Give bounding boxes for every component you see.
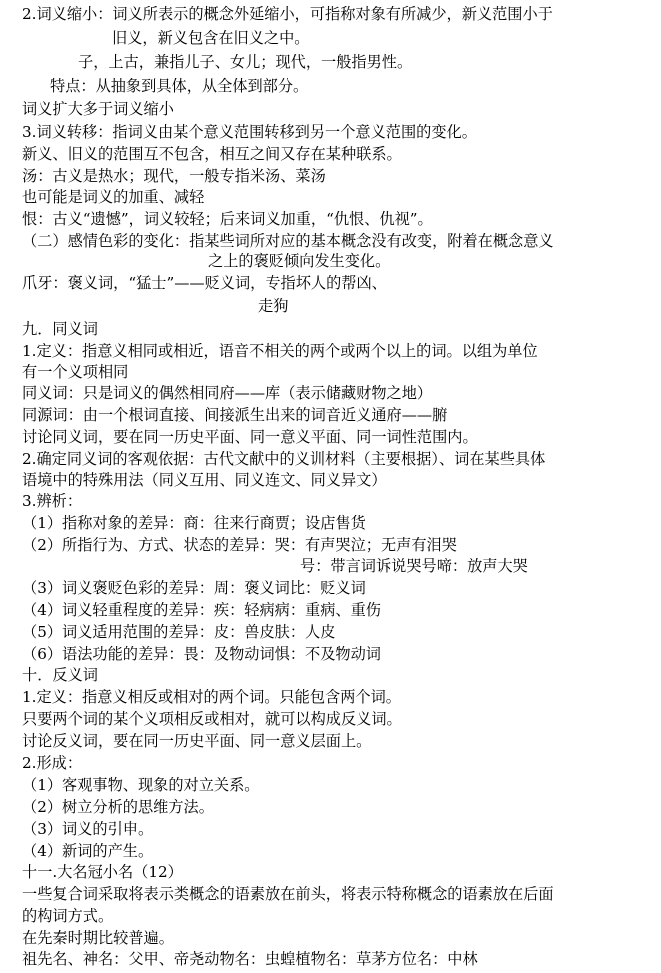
text-line: 语境中的特殊用法（同义互用、同义连文、同义异文）	[22, 471, 387, 489]
text-line: 一些复合词采取将表示类概念的语素放在前头，将表示特称概念的语素放在后面	[22, 885, 554, 903]
text-line: 同义词：只是词义的偶然相同府——库（表示储藏财物之地）	[22, 384, 433, 402]
text-line: 子，上古，兼指儿子、女儿；现代，一般指男性。	[78, 53, 413, 71]
text-line: 爪牙：褒义词，“猛士”——贬义词，专指坏人的帮凶、	[22, 274, 387, 292]
text-line: （1）指称对象的差异：商：往来行商贾；设店售货	[22, 514, 366, 532]
text-line: （2）所指行为、方式、状态的差异：哭：有声哭泣；无声有泪哭	[22, 536, 457, 554]
text-line: 在先秦时期比较普遍。	[22, 929, 174, 947]
text-line: 2.确定同义词的客观依据：古代文献中的义训材料（主要根据）、词在某些具体	[22, 450, 546, 468]
text-line: （6）语法功能的差异：畏：及物动词惧：不及物动词	[22, 645, 381, 663]
text-line: 2.形成：	[22, 754, 83, 772]
text-line: 也可能是词义的加重、减轻	[22, 188, 205, 206]
text-line: （二）感情色彩的变化：指某些词所对应的基本概念没有改变，附着在概念意义	[22, 232, 554, 250]
text-line: 的构词方式。	[22, 907, 114, 925]
text-line: 3.辨析：	[22, 492, 83, 510]
text-line: 走狗	[258, 297, 289, 315]
text-line: （1）客观事物、现象的对立关系。	[22, 776, 260, 794]
section-heading: 十．反义词	[22, 666, 98, 684]
text-line: 特点：从抽象到具体，从全体到部分。	[50, 77, 309, 95]
text-line: 讨论同义词，要在同一历史平面、同一意义平面、同一词性范围内。	[22, 428, 478, 446]
text-line: 汤：古义是热水；现代，一般专指米汤、菜汤	[22, 167, 326, 185]
text-line: 新义、旧义的范围互不包含，相互之间又存在某种联系。	[22, 145, 402, 163]
text-line: （4）新词的产生。	[22, 842, 154, 860]
text-line: （2）树立分析的思维方法。	[22, 798, 214, 816]
text-line: （3）词义的引申。	[22, 820, 154, 838]
text-line: （3）词义褒贬色彩的差异：周：褒义词比：贬义词	[22, 579, 366, 597]
text-line: 词义扩大多于词义缩小	[22, 100, 174, 118]
text-line: 恨：古义“遗憾”，词义较轻；后来词义加重，“仇恨、仇视”。	[22, 210, 433, 228]
text-line: 之上的褒贬倾向发生变化。	[208, 252, 391, 270]
text-line: 号：带言词诉说哭号啼：放声大哭	[300, 557, 528, 575]
text-line: 讨论反义词，要在同一历史平面、同一意义层面上。	[22, 732, 372, 750]
text-line: 旧义，新义包含在旧义之中。	[112, 29, 310, 47]
section-heading: 十一.大名冠小名（12）	[22, 863, 183, 881]
text-line: 2.词义缩小：词义所表示的概念外延缩小，可指称对象有所减少，新义范围小于	[22, 5, 553, 23]
text-line: 3.词义转移：指词义由某个意义范围转移到另一个意义范围的变化。	[22, 123, 477, 141]
text-line: 同源词：由一个根词直接、间接派生出来的词音近义通府——腑	[22, 406, 448, 424]
text-line: （4）词义轻重程度的差异：疾：轻病病：重病、重伤	[22, 601, 381, 619]
section-heading: 九．同义词	[22, 320, 98, 338]
text-line: （5）词义适用范围的差异：皮：兽皮肤：人皮	[22, 623, 336, 641]
text-line: 1.定义：指意义相同或相近，语音不相关的两个或两个以上的词。以组为单位	[22, 342, 538, 360]
text-line: 1.定义：指意义相反或相对的两个词。只能包含两个词。	[22, 688, 401, 706]
text-line: 只要两个词的某个义项相反或相对，就可以构成反义词。	[22, 710, 402, 728]
text-line: 有一个义项相同	[22, 363, 129, 381]
text-line: 祖先名、神名：父甲、帝尧动物名：虫蝗植物名：草茅方位名：中林	[22, 950, 478, 968]
